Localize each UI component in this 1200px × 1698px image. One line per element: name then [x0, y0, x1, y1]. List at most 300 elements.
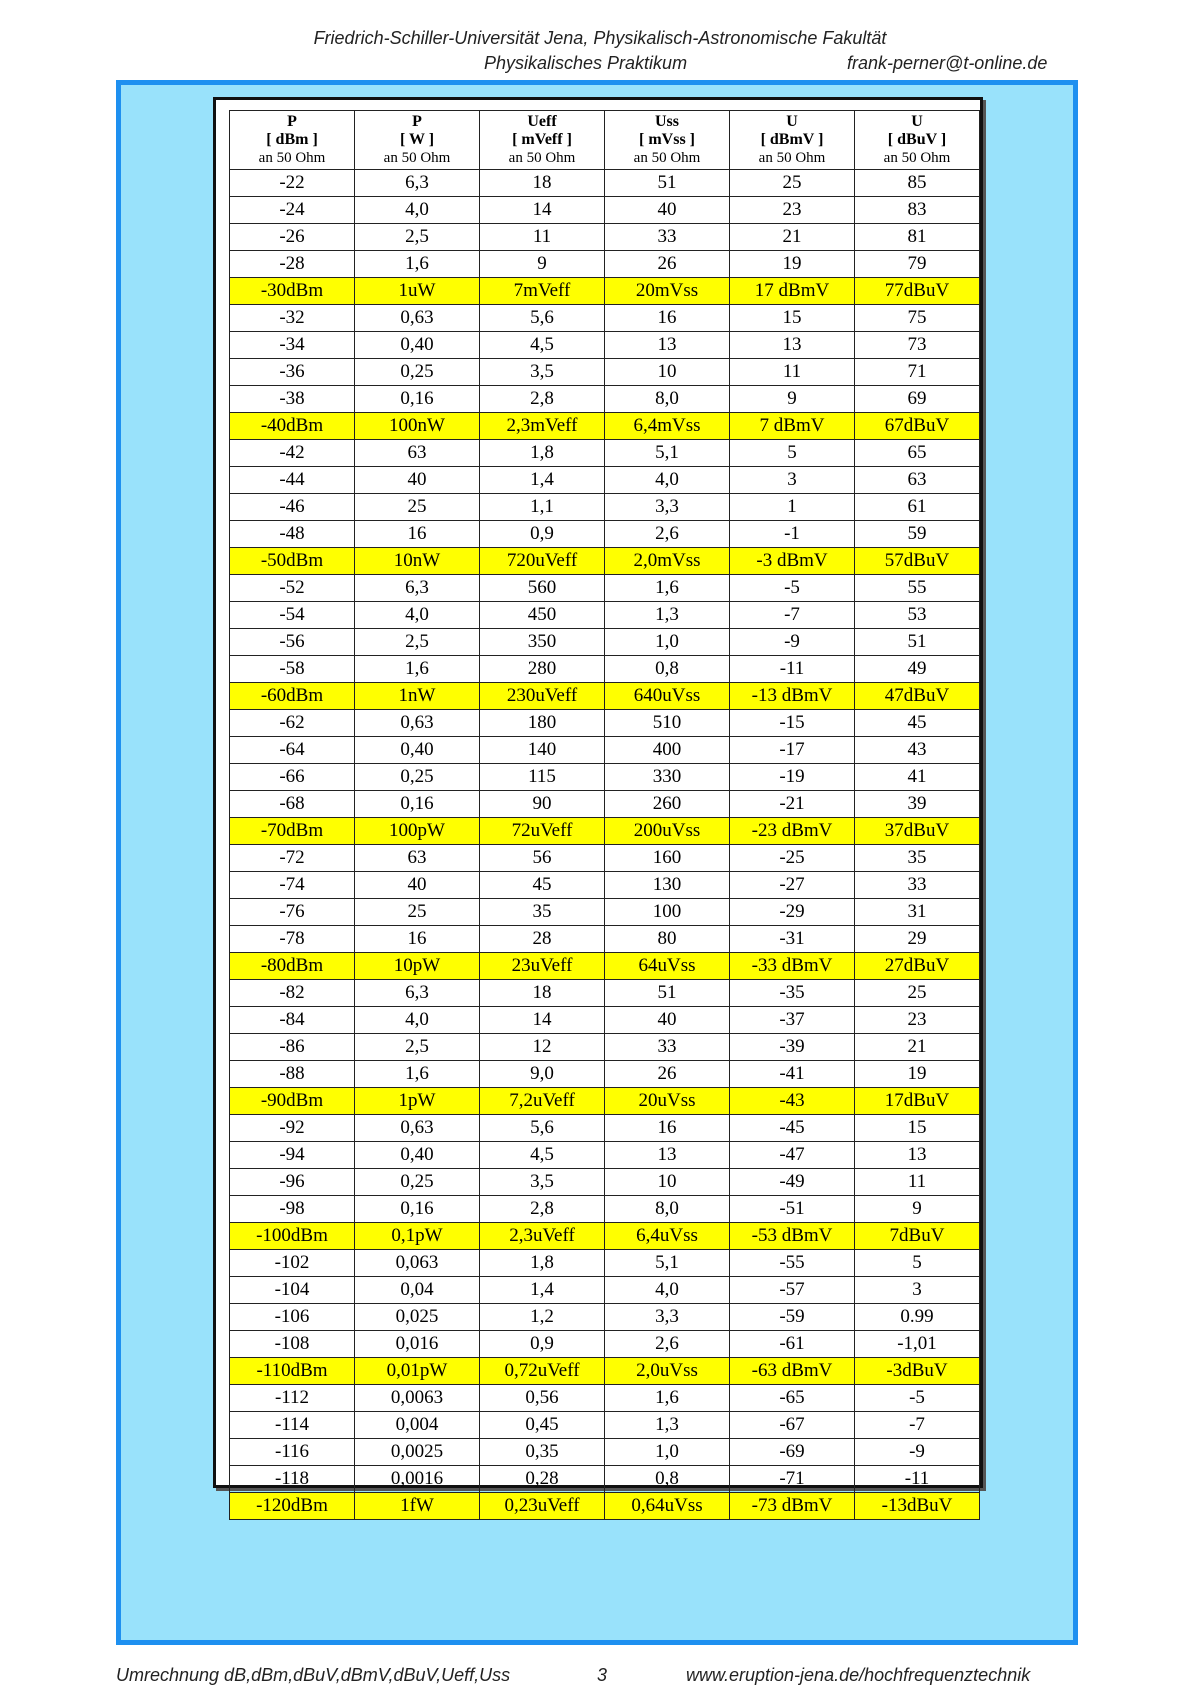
table-cell: -9 [730, 629, 855, 656]
table-cell: 260 [605, 791, 730, 818]
table-cell: -110dBm [230, 1358, 355, 1385]
table-cell: 65 [855, 440, 980, 467]
column-header-note: an 50 Ohm [883, 150, 951, 166]
table-row-highlighted [230, 413, 980, 440]
table-cell: 510 [605, 710, 730, 737]
table-cell: 1,3 [605, 602, 730, 629]
table-cell: 26 [605, 1061, 730, 1088]
table-cell: -39 [730, 1034, 855, 1061]
table-cell: -25 [730, 845, 855, 872]
table-cell: 45 [480, 872, 605, 899]
table-cell: -1,01 [855, 1331, 980, 1358]
column-header [730, 111, 855, 170]
table-cell: -23 dBmV [730, 818, 855, 845]
table-cell: -57 [730, 1277, 855, 1304]
table-cell: -104 [230, 1277, 355, 1304]
table-cell: 2,8 [480, 386, 605, 413]
table-cell: 2,0mVss [605, 548, 730, 575]
table-cell: -19 [730, 764, 855, 791]
table-cell: 15 [855, 1115, 980, 1142]
table-cell: 77dBuV [855, 278, 980, 305]
table-cell: -44 [230, 467, 355, 494]
column-header [605, 111, 730, 170]
table-cell: -86 [230, 1034, 355, 1061]
table-cell: -7 [855, 1412, 980, 1439]
table-row [230, 656, 980, 683]
table-cell: 230uVeff [480, 683, 605, 710]
table-cell: 0,72uVeff [480, 1358, 605, 1385]
table-cell: 3 [855, 1277, 980, 1304]
table-cell: 1,4 [480, 467, 605, 494]
table-cell: 19 [730, 251, 855, 278]
table-cell: 9 [480, 251, 605, 278]
table-cell: 200uVss [605, 818, 730, 845]
table-cell: 56 [480, 845, 605, 872]
column-header-name: Uss [654, 113, 679, 130]
table-cell: -118 [230, 1466, 355, 1493]
table-cell: 640uVss [605, 683, 730, 710]
table-cell: 90 [480, 791, 605, 818]
table-cell: 1,1 [480, 494, 605, 521]
table-cell: -62 [230, 710, 355, 737]
table-row [230, 764, 980, 791]
table-cell: 0,25 [355, 1169, 480, 1196]
table-cell: 1,6 [605, 575, 730, 602]
table-cell: -120dBm [230, 1493, 355, 1520]
table-cell: 0,35 [480, 1439, 605, 1466]
table-cell: 28 [480, 926, 605, 953]
table-cell: -64 [230, 737, 355, 764]
table-cell: 43 [855, 737, 980, 764]
table-cell: 67dBuV [855, 413, 980, 440]
table-cell: -114 [230, 1412, 355, 1439]
table-cell: 2,3uVeff [480, 1223, 605, 1250]
column-header-note: an 50 Ohm [383, 150, 451, 166]
table-row [230, 332, 980, 359]
table-cell: 25 [355, 899, 480, 926]
table-cell: 0,63 [355, 305, 480, 332]
table-cell: 0,016 [355, 1331, 480, 1358]
table-cell: -102 [230, 1250, 355, 1277]
table-cell: 1,8 [480, 1250, 605, 1277]
table-cell: -106 [230, 1304, 355, 1331]
table-cell: 8,0 [605, 1196, 730, 1223]
table-row [230, 1331, 980, 1358]
table-cell: -58 [230, 656, 355, 683]
table-row [230, 629, 980, 656]
table-cell: 0,40 [355, 737, 480, 764]
table-cell: -31 [730, 926, 855, 953]
table-row [230, 980, 980, 1007]
table-cell: 25 [730, 170, 855, 197]
table-cell: -34 [230, 332, 355, 359]
table-cell: -82 [230, 980, 355, 1007]
table-cell: 6,3 [355, 980, 480, 1007]
table-cell: 9 [855, 1196, 980, 1223]
table-cell: 2,3mVeff [480, 413, 605, 440]
table-cell: 450 [480, 602, 605, 629]
table-cell: 0,01pW [355, 1358, 480, 1385]
table-cell: -90dBm [230, 1088, 355, 1115]
table-row [230, 170, 980, 197]
table-row [230, 1061, 980, 1088]
table-cell: 2,5 [355, 224, 480, 251]
column-header-unit: [ dBuV ] [887, 131, 947, 148]
table-row [230, 467, 980, 494]
table-row [230, 737, 980, 764]
table-cell: 73 [855, 332, 980, 359]
table-cell: 72uVeff [480, 818, 605, 845]
table-row [230, 251, 980, 278]
table-cell: -22 [230, 170, 355, 197]
table-row [230, 494, 980, 521]
table-cell: 1pW [355, 1088, 480, 1115]
table-cell: 140 [480, 737, 605, 764]
table-cell: 1,6 [355, 1061, 480, 1088]
table-row [230, 224, 980, 251]
table-cell: -1 [730, 521, 855, 548]
table-row [230, 1412, 980, 1439]
table-row [230, 575, 980, 602]
table-cell: -45 [730, 1115, 855, 1142]
table-cell: 10 [605, 1169, 730, 1196]
table-row-highlighted [230, 548, 980, 575]
table-cell: 9 [730, 386, 855, 413]
table-cell: 5,6 [480, 1115, 605, 1142]
column-header-unit: [ mVeff ] [512, 131, 572, 148]
table-cell: -24 [230, 197, 355, 224]
table-row [230, 926, 980, 953]
table-cell: 10pW [355, 953, 480, 980]
table-cell: 12 [480, 1034, 605, 1061]
table-cell: 7,2uVeff [480, 1088, 605, 1115]
table-cell: 71 [855, 359, 980, 386]
table-cell: 5 [730, 440, 855, 467]
table-cell: 51 [855, 629, 980, 656]
table-row-highlighted [230, 1088, 980, 1115]
table-cell: 180 [480, 710, 605, 737]
table-cell: -60dBm [230, 683, 355, 710]
table-row [230, 1439, 980, 1466]
table-cell: -65 [730, 1385, 855, 1412]
conversion-table-frame [213, 97, 983, 1516]
table-cell: 2,6 [605, 1331, 730, 1358]
table-cell: 0,16 [355, 1196, 480, 1223]
table-cell: -42 [230, 440, 355, 467]
table-cell: 3,3 [605, 494, 730, 521]
table-cell: 0,40 [355, 1142, 480, 1169]
table-cell: -80dBm [230, 953, 355, 980]
table-cell: -53 dBmV [730, 1223, 855, 1250]
table-row [230, 1142, 980, 1169]
table-row [230, 602, 980, 629]
table-cell: 1,2 [480, 1304, 605, 1331]
table-cell: 40 [605, 197, 730, 224]
footer-title: Umrechnung dB,dBm,dBuV,dBmV,dBuV,Ueff,Uss [116, 1665, 511, 1685]
table-cell: 26 [605, 251, 730, 278]
table-cell: 1,0 [605, 629, 730, 656]
column-header-note: an 50 Ohm [508, 150, 576, 166]
table-row [230, 305, 980, 332]
table-cell: 4,5 [480, 1142, 605, 1169]
table-cell: -59 [730, 1304, 855, 1331]
table-cell: -63 dBmV [730, 1358, 855, 1385]
table-cell: -71 [730, 1466, 855, 1493]
table-cell: 130 [605, 872, 730, 899]
table-cell: 280 [480, 656, 605, 683]
table-cell: -108 [230, 1331, 355, 1358]
table-cell: -29 [730, 899, 855, 926]
table-cell: 4,0 [605, 1277, 730, 1304]
table-cell: 1,0 [605, 1439, 730, 1466]
table-cell: 0,063 [355, 1250, 480, 1277]
table-cell: 29 [855, 926, 980, 953]
table-cell: 1uW [355, 278, 480, 305]
table-cell: -13 dBmV [730, 683, 855, 710]
column-header-name: P [287, 113, 297, 130]
table-cell: 40 [355, 467, 480, 494]
table-row-highlighted [230, 1358, 980, 1385]
table-row [230, 197, 980, 224]
table-cell: 13 [605, 1142, 730, 1169]
table-cell: 6,4mVss [605, 413, 730, 440]
table-cell: 13 [855, 1142, 980, 1169]
table-cell: -50dBm [230, 548, 355, 575]
column-header-note: an 50 Ohm [258, 150, 326, 166]
table-cell: 0,45 [480, 1412, 605, 1439]
table-cell: 11 [730, 359, 855, 386]
table-cell: -67 [730, 1412, 855, 1439]
table-cell: 9,0 [480, 1061, 605, 1088]
table-cell: -28 [230, 251, 355, 278]
table-cell: 45 [855, 710, 980, 737]
table-cell: 0.99 [855, 1304, 980, 1331]
table-cell: 27dBuV [855, 953, 980, 980]
table-cell: -78 [230, 926, 355, 953]
table-cell: -73 dBmV [730, 1493, 855, 1520]
table-cell: 59 [855, 521, 980, 548]
table-cell: 100 [605, 899, 730, 926]
table-row [230, 521, 980, 548]
table-row [230, 872, 980, 899]
table-row [230, 791, 980, 818]
table-cell: 4,0 [605, 467, 730, 494]
table-cell: 13 [605, 332, 730, 359]
table-cell: -92 [230, 1115, 355, 1142]
table-cell: 14 [480, 197, 605, 224]
table-cell: 0,64uVss [605, 1493, 730, 1520]
header-institution: Friedrich-Schiller-Universität Jena, Physikalisch-Astronomische Fakultät [313, 28, 887, 48]
table-cell: -55 [730, 1250, 855, 1277]
table-cell: -30dBm [230, 278, 355, 305]
table-cell: 2,6 [605, 521, 730, 548]
table-cell: 18 [480, 980, 605, 1007]
table-row [230, 1250, 980, 1277]
column-header-note: an 50 Ohm [633, 150, 701, 166]
table-cell: 15 [730, 305, 855, 332]
table-cell: -43 [730, 1088, 855, 1115]
table-cell: 7 dBmV [730, 413, 855, 440]
column-header-unit: [ dBm ] [266, 131, 318, 148]
table-cell: -61 [730, 1331, 855, 1358]
table-cell: -51 [730, 1196, 855, 1223]
table-cell: -40dBm [230, 413, 355, 440]
table-cell: 2,5 [355, 629, 480, 656]
table-cell: -11 [730, 656, 855, 683]
table-cell: -52 [230, 575, 355, 602]
table-cell: 0,0016 [355, 1466, 480, 1493]
table-cell: 100pW [355, 818, 480, 845]
table-cell: 3,5 [480, 359, 605, 386]
table-cell: 1,8 [480, 440, 605, 467]
header-email: frank-perner@t-online.de [847, 53, 1048, 73]
table-cell: 79 [855, 251, 980, 278]
table-cell: 0,63 [355, 1115, 480, 1142]
table-cell: 5 [855, 1250, 980, 1277]
table-cell: -84 [230, 1007, 355, 1034]
table-cell: 2,5 [355, 1034, 480, 1061]
table-row [230, 359, 980, 386]
table-row [230, 1304, 980, 1331]
table-cell: -70dBm [230, 818, 355, 845]
table-cell: -54 [230, 602, 355, 629]
table-cell: 0,63 [355, 710, 480, 737]
table-cell: 0,16 [355, 791, 480, 818]
conversion-table [229, 110, 980, 1520]
table-cell: 0,04 [355, 1277, 480, 1304]
table-cell: 0,8 [605, 1466, 730, 1493]
table-cell: 10nW [355, 548, 480, 575]
table-cell: 31 [855, 899, 980, 926]
table-cell: 1,4 [480, 1277, 605, 1304]
table-cell: 19 [855, 1061, 980, 1088]
column-header [855, 111, 980, 170]
table-cell: 13 [730, 332, 855, 359]
table-cell: 4,5 [480, 332, 605, 359]
table-cell: -38 [230, 386, 355, 413]
table-cell: 3,3 [605, 1304, 730, 1331]
table-row [230, 386, 980, 413]
column-header-note: an 50 Ohm [758, 150, 826, 166]
table-cell: -66 [230, 764, 355, 791]
table-cell: -27 [730, 872, 855, 899]
table-cell: 63 [855, 467, 980, 494]
table-cell: 4,0 [355, 602, 480, 629]
table-cell: -5 [730, 575, 855, 602]
table-cell: 21 [730, 224, 855, 251]
table-cell: 1 [730, 494, 855, 521]
table-cell: 0,23uVeff [480, 1493, 605, 1520]
table-row [230, 1034, 980, 1061]
table-cell: -72 [230, 845, 355, 872]
table-cell: 1nW [355, 683, 480, 710]
table-cell: 57dBuV [855, 548, 980, 575]
table-cell: 4,0 [355, 1007, 480, 1034]
column-header-unit: [ mVss ] [639, 131, 695, 148]
table-cell: 39 [855, 791, 980, 818]
table-cell: 3 [730, 467, 855, 494]
table-cell: -100dBm [230, 1223, 355, 1250]
table-row-highlighted [230, 1223, 980, 1250]
table-row-highlighted [230, 278, 980, 305]
table-cell: 0,8 [605, 656, 730, 683]
table-cell: 16 [605, 1115, 730, 1142]
table-cell: -7 [730, 602, 855, 629]
table-cell: 560 [480, 575, 605, 602]
table-row [230, 845, 980, 872]
table-row-highlighted [230, 1493, 980, 1520]
table-cell: 40 [355, 872, 480, 899]
table-cell: 75 [855, 305, 980, 332]
table-cell: 0,56 [480, 1385, 605, 1412]
table-cell: 1fW [355, 1493, 480, 1520]
table-cell: 0,9 [480, 521, 605, 548]
table-cell: 5,1 [605, 1250, 730, 1277]
table-cell: 7dBuV [855, 1223, 980, 1250]
table-cell: 0,25 [355, 359, 480, 386]
table-cell: 1,6 [355, 251, 480, 278]
table-cell: 25 [355, 494, 480, 521]
table-cell: 41 [855, 764, 980, 791]
table-cell: 64uVss [605, 953, 730, 980]
table-cell: 40 [605, 1007, 730, 1034]
table-cell: 1,6 [355, 656, 480, 683]
table-cell: 69 [855, 386, 980, 413]
table-cell: 16 [605, 305, 730, 332]
table-cell: 14 [480, 1007, 605, 1034]
table-cell: 6,3 [355, 575, 480, 602]
table-header-row [230, 111, 980, 170]
table-cell: 8,0 [605, 386, 730, 413]
table-cell: 6,3 [355, 170, 480, 197]
table-row [230, 1466, 980, 1493]
column-header-unit: [ dBmV ] [760, 131, 824, 148]
footer-url: www.eruption-jena.de/hochfrequenztechnik [686, 1665, 1031, 1685]
header-course: Physikalisches Praktikum [484, 53, 688, 73]
table-cell: -69 [730, 1439, 855, 1466]
table-cell: 2,8 [480, 1196, 605, 1223]
table-cell: 5,1 [605, 440, 730, 467]
table-cell: 2,0uVss [605, 1358, 730, 1385]
table-cell: -26 [230, 224, 355, 251]
table-cell: -98 [230, 1196, 355, 1223]
table-cell: 25 [855, 980, 980, 1007]
table-cell: -36 [230, 359, 355, 386]
footer-page-number: 3 [597, 1665, 608, 1685]
table-cell: 53 [855, 602, 980, 629]
table-cell: 100nW [355, 413, 480, 440]
table-cell: -48 [230, 521, 355, 548]
table-cell: 115 [480, 764, 605, 791]
table-cell: -88 [230, 1061, 355, 1088]
table-cell: 18 [480, 170, 605, 197]
table-cell: -3 dBmV [730, 548, 855, 575]
table-cell: -96 [230, 1169, 355, 1196]
table-cell: -76 [230, 899, 355, 926]
table-cell: 0,0063 [355, 1385, 480, 1412]
table-cell: -33 dBmV [730, 953, 855, 980]
table-row [230, 1385, 980, 1412]
table-row [230, 710, 980, 737]
table-cell: -47 [730, 1142, 855, 1169]
table-cell: 0,025 [355, 1304, 480, 1331]
table-cell: 23uVeff [480, 953, 605, 980]
table-cell: -37 [730, 1007, 855, 1034]
column-header [230, 111, 355, 170]
header-line-2 [0, 53, 1200, 77]
table-cell: -3dBuV [855, 1358, 980, 1385]
table-cell: 63 [355, 440, 480, 467]
